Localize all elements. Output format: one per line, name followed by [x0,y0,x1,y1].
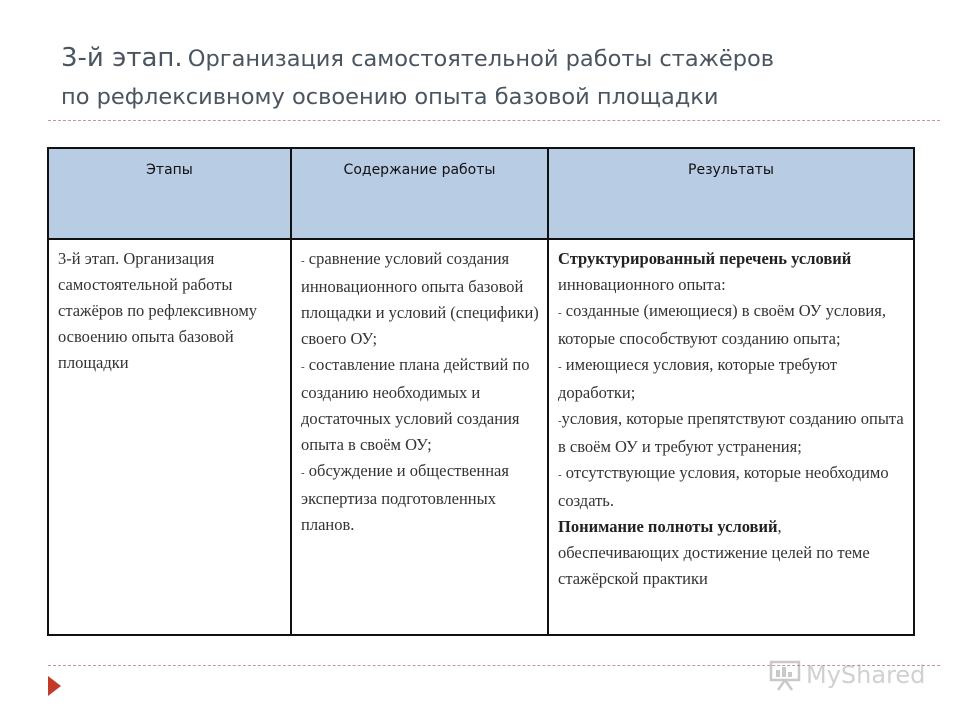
content-item-text: составление плана действий по созданию необходимых и достаточных условий создания опыта в своём ОУ; [301,355,530,454]
content-item: - составление плана действий по созданию необходимых и достаточных условий создания опыта в своём ОУ; [301,355,530,454]
presentation-icon [768,658,802,692]
results-outro-rest: , обеспечивающих достижение целей по теме стажёрской практики [558,517,870,588]
content-table [47,147,915,636]
title-main: Организация самостоятельной работы стажёров [187,46,775,72]
result-item: - созданные (имеющиеся) в своём ОУ условия, которые способствуют созданию опыта; [558,301,886,348]
results-intro-bold: Структурированный перечень условий [558,249,852,268]
watermark-logo [768,658,928,698]
cell-stage [48,239,291,635]
result-item: - отсутствующие условия, которые необходимо создать. [558,463,889,510]
results-outro [558,514,905,592]
results-intro-rest: инновационного опыта: [558,275,726,294]
header-content: Содержание работы [291,148,548,239]
result-item: - имеющиеся условия, которые требуют доработки; [558,355,838,402]
result-item-text: условия, которые препятствуют созданию опыта в своём ОУ и требуют устранения; [558,409,904,456]
content-item: - обсуждение и общественная экспертиза подготовленных планов. [301,461,509,534]
content-item-text: обсуждение и общественная экспертиза подготовленных планов. [301,461,509,534]
title-stage: 3-й этап. [61,43,183,73]
result-item: -условия, которые препятствуют созданию опыта в своём ОУ и требуют устранения; [558,409,904,456]
stage-text: 3-й этап. Организация самостоятельной работы стажёров по рефлексивному освоению опыта базовой площадки [58,249,258,372]
content-item: - сравнение условий создания инновационного опыта базовой площадки и условий (специфики) своего ОУ; [301,249,539,348]
results-intro [558,246,905,298]
play-arrow-icon[interactable] [48,676,61,696]
content-item-text: сравнение условий создания инновационного опыта базовой площадки и условий (специфики) своего ОУ; [301,249,539,348]
result-item-text: созданные (имеющиеся) в своём ОУ условия, которые способствуют созданию опыта; [558,301,886,348]
header-row [48,148,914,239]
title-line2: по рефлексивному освоению опыта базовой площадки [61,84,719,110]
cell-content [291,239,548,635]
cell-results [548,239,914,635]
header-results: Результаты [548,148,914,239]
header-stages: Этапы [48,148,291,239]
top-divider [48,120,940,121]
results-outro-bold: Понимание полноты условий [558,517,778,536]
result-item-text: отсутствующие условия, которые необходимо создать. [558,463,889,510]
result-item-text: имеющиеся условия, которые требуют доработки; [558,355,838,402]
table-row [48,239,914,635]
watermark-text: MyShared [806,661,926,689]
slide-title [61,40,941,116]
